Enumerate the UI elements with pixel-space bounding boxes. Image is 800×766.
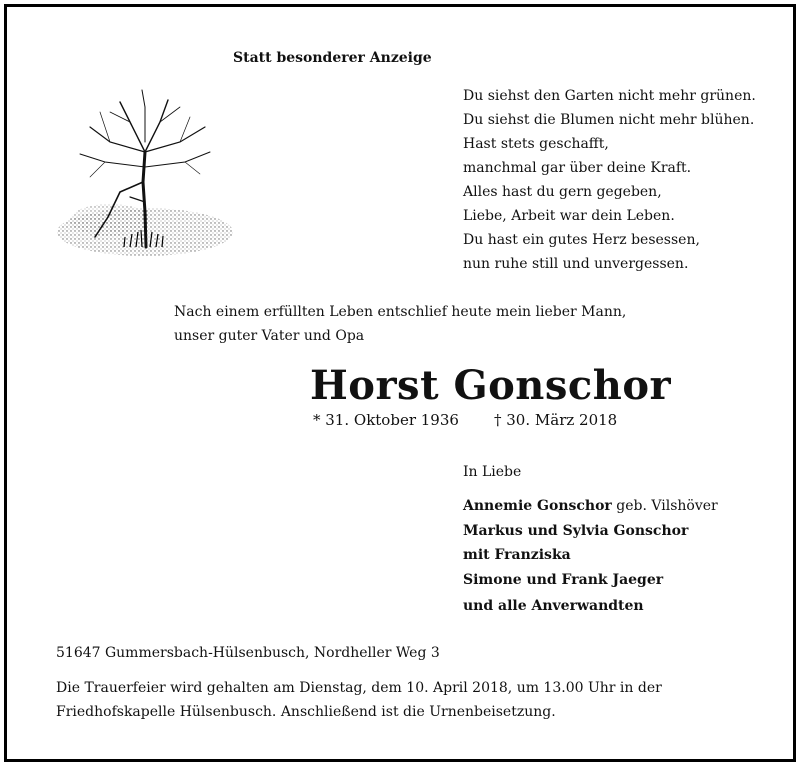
mourner-name: Simone und Frank Jaeger xyxy=(463,572,664,588)
mourner-name: Markus und Sylvia Gonschor xyxy=(463,523,689,539)
family-address: 51647 Gummersbach-Hülsenbusch, Nordheller Weg 3 xyxy=(56,645,440,661)
mourner-name: mit Franziska xyxy=(463,547,571,563)
mourner-entry xyxy=(463,519,718,543)
funeral-service-info: Die Trauerfeier wird gehalten am Dienstag, dem 10. April 2018, um 13.00 Uhr in der Friedhofskapelle Hülsenbusch. Anschließend ist die Urnenbeisetzung. xyxy=(56,680,662,720)
poem-line: Hast stets geschafft, xyxy=(463,136,609,152)
poem-line: Alles hast du gern gegeben, xyxy=(463,184,662,200)
poem-line: Du siehst den Garten nicht mehr grünen. xyxy=(463,88,756,104)
poem-line: manchmal gar über deine Kraft. xyxy=(463,160,692,176)
mourner-name: und alle Anverwandten xyxy=(463,598,644,614)
mourner-entry xyxy=(463,593,718,619)
deceased-name: Horst Gonschor xyxy=(310,362,672,409)
notice-headline: Statt besonderer Anzeige xyxy=(233,50,432,66)
intro-text xyxy=(174,300,626,348)
poem-line: nun ruhe still und unvergessen. xyxy=(463,256,689,272)
poem-line: Liebe, Arbeit war dein Leben. xyxy=(463,208,675,224)
mourner-entry xyxy=(463,493,718,519)
birth-date: * 31. Oktober 1936 xyxy=(313,411,459,429)
intro-line: Nach einem erfüllten Leben entschlief heute mein lieber Mann, xyxy=(174,304,627,320)
mourner-entry xyxy=(463,543,718,567)
tree-illustration xyxy=(50,82,240,272)
in-liebe-label: In Liebe xyxy=(463,464,522,480)
mourners-list xyxy=(463,493,718,619)
mourner-entry xyxy=(463,567,718,593)
poem-line: Du siehst die Blumen nicht mehr blühen. xyxy=(463,112,755,128)
death-date: † 30. März 2018 xyxy=(494,411,618,429)
mourner-maiden-name: geb. Vilshöver xyxy=(611,498,718,514)
mourner-name: Annemie Gonschor xyxy=(463,498,612,514)
poem-line: Du hast ein gutes Herz besessen, xyxy=(463,232,700,248)
intro-line: unser guter Vater und Opa xyxy=(174,328,365,344)
poem xyxy=(463,84,756,276)
